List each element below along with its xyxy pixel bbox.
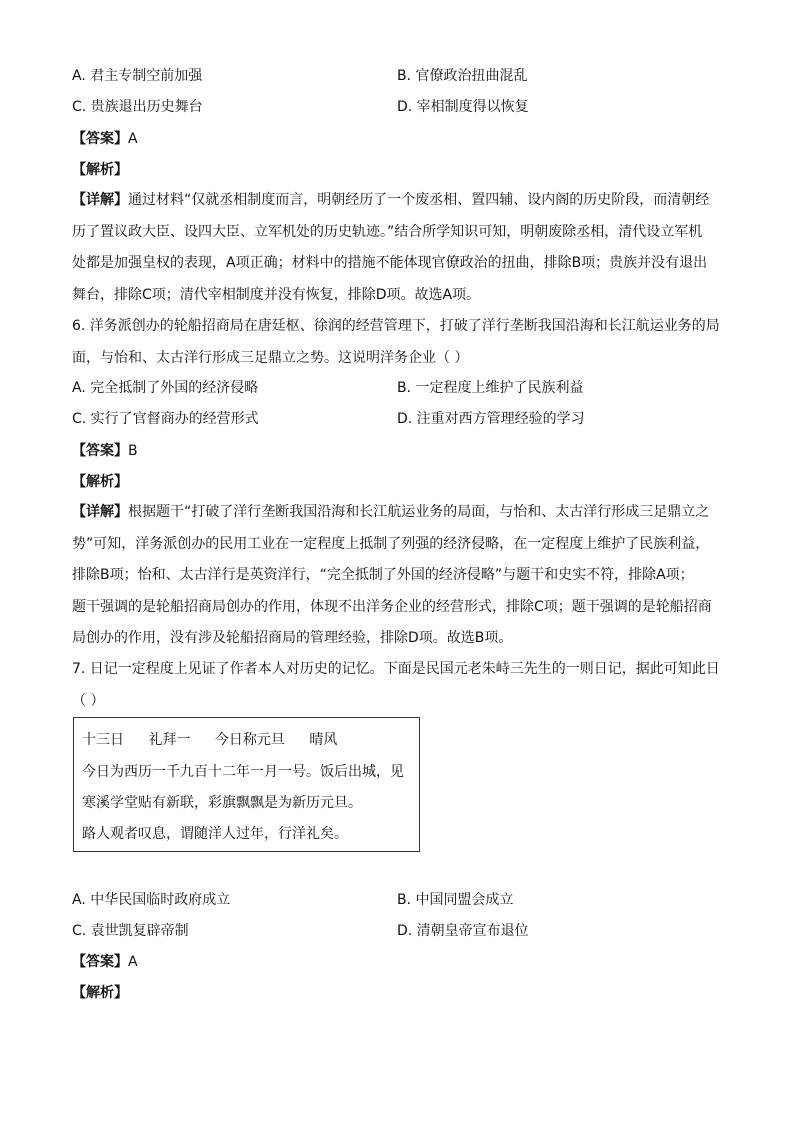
detail-label: 【详解】 [72,504,128,520]
q6-detail-line: 【详解】根据题干“打破了洋行垄断我国沿海和长江航运业务的局面，与怡和、太古洋行形成三足鼎立之 [72,504,710,520]
q7-stem [72,654,724,717]
q7-answer [72,952,138,972]
answer-label: 【答案】 [72,443,128,459]
answer-value: B [128,443,138,459]
q6-detail-line: 势”可知，洋务派创办的民用工业在一定程度上抵制了列强的经济侵略，在一定程度上维护了民族利益， [72,535,710,552]
q6-option-d: D. 注重对西方管理经验的学习 [397,411,585,427]
answer-label: 【答案】 [72,954,128,970]
diary-body-line: 今日为西历一千九百十二年一月一号。饭后出城，见 [82,764,404,780]
detail-label: 【详解】 [72,192,128,208]
q6-answer [72,441,138,461]
diary-body-line: 路人观者叹息，谓随洋人过年，行洋礼矣。 [82,826,348,842]
q5-detail [72,185,724,311]
answer-value: A [128,131,138,147]
q7-stem-line: （ ） [72,692,105,709]
q5-option-c: C. 贵族退出历史舞台 [72,99,203,115]
q5-detail-line: 舞台，排除C项；清代宰相制度并没有恢复，排除D项。故选A项。 [72,286,481,303]
q5-answer [72,129,138,149]
q6-detail [72,497,724,655]
q6-option-a: A. 完全抵制了外国的经济侵略 [72,380,259,396]
q5-option-d: D. 宰相制度得以恢复 [397,99,529,115]
q7-option-d: D. 清朝皇帝宣布退位 [397,923,529,939]
q6-option-c: C. 实行了官督商办的经营形式 [72,411,259,427]
q7-option-a: A. 中华民国临时政府成立 [72,892,231,908]
q7-stem-line: 7. 日记一定程度上见证了作者本人对历史的记忆。下面是民国元老朱峙三先生的一则日记，据此可知此日 [72,661,720,677]
q6-detail-line: 局创办的作用，没有涉及轮船招商局的管理经验，排除D项。故选B项。 [72,630,513,646]
diary-day: 十三日 [82,732,124,748]
q6-stem-line: 6. 洋务派创办的轮船招商局在唐廷枢、徐润的经营管理下，打破了洋行垄断我国沿海和长江航运业务的局 [72,318,720,334]
q6-detail-line: 题干强调的是轮船招商局创办的作用，体现不出洋务企业的经营形式，排除C项；题干强调的是轮船招商 [72,598,712,615]
diary-body-line: 寒溪学堂贴有新联，彩旗飘飘是为新历元旦。 [82,795,362,811]
q7-option-c: C. 袁世凯复辟帝制 [72,923,189,939]
q6-analysis-label: 【解析】 [72,474,128,490]
diary-weather: 晴风 [309,732,338,748]
q6-detail-line: 排除B项；怡和、太古洋行是英资洋行，“完全抵制了外国的经济侵略”与题干和史实不符，排除A项； [72,567,694,583]
q6-stem-line: 面，与怡和、太古洋行形成三足鼎立之势。这说明洋务企业（ ） [72,349,469,366]
q5-option-a: A. 君主专制空前加强 [72,68,203,84]
q5-analysis-label: 【解析】 [72,162,128,178]
diary-header [82,730,337,750]
q7-analysis-label: 【解析】 [72,985,128,1001]
q5-detail-line: 【详解】通过材料“仅就丞相制度而言，明朝经历了一个废丞相、置四辅、设内阁的历史阶段，而清朝经 [72,192,710,208]
q6-stem [72,311,724,374]
q5-option-b: B. 官僚政治扭曲混乱 [397,68,528,84]
answer-value: A [128,954,138,970]
q6-option-b: B. 一定程度上维护了民族利益 [397,380,584,396]
q5-detail-line: 历了置议政大臣、设四大臣、立军机处的历史轨迹。”结合所学知识可知，明朝废除丞相，清代设立军机 [72,223,703,240]
q5-detail-line: 处都是加强皇权的表现，A项正确；材料中的措施不能体现官僚政治的扭曲，排除B项；贵族并没有退出 [72,255,708,271]
diary-note: 今日称元旦 [214,732,285,748]
answer-label: 【答案】 [72,131,128,147]
diary-box [73,717,420,852]
q7-option-b: B. 中国同盟会成立 [397,892,514,908]
diary-weekday: 礼拜一 [148,732,191,748]
